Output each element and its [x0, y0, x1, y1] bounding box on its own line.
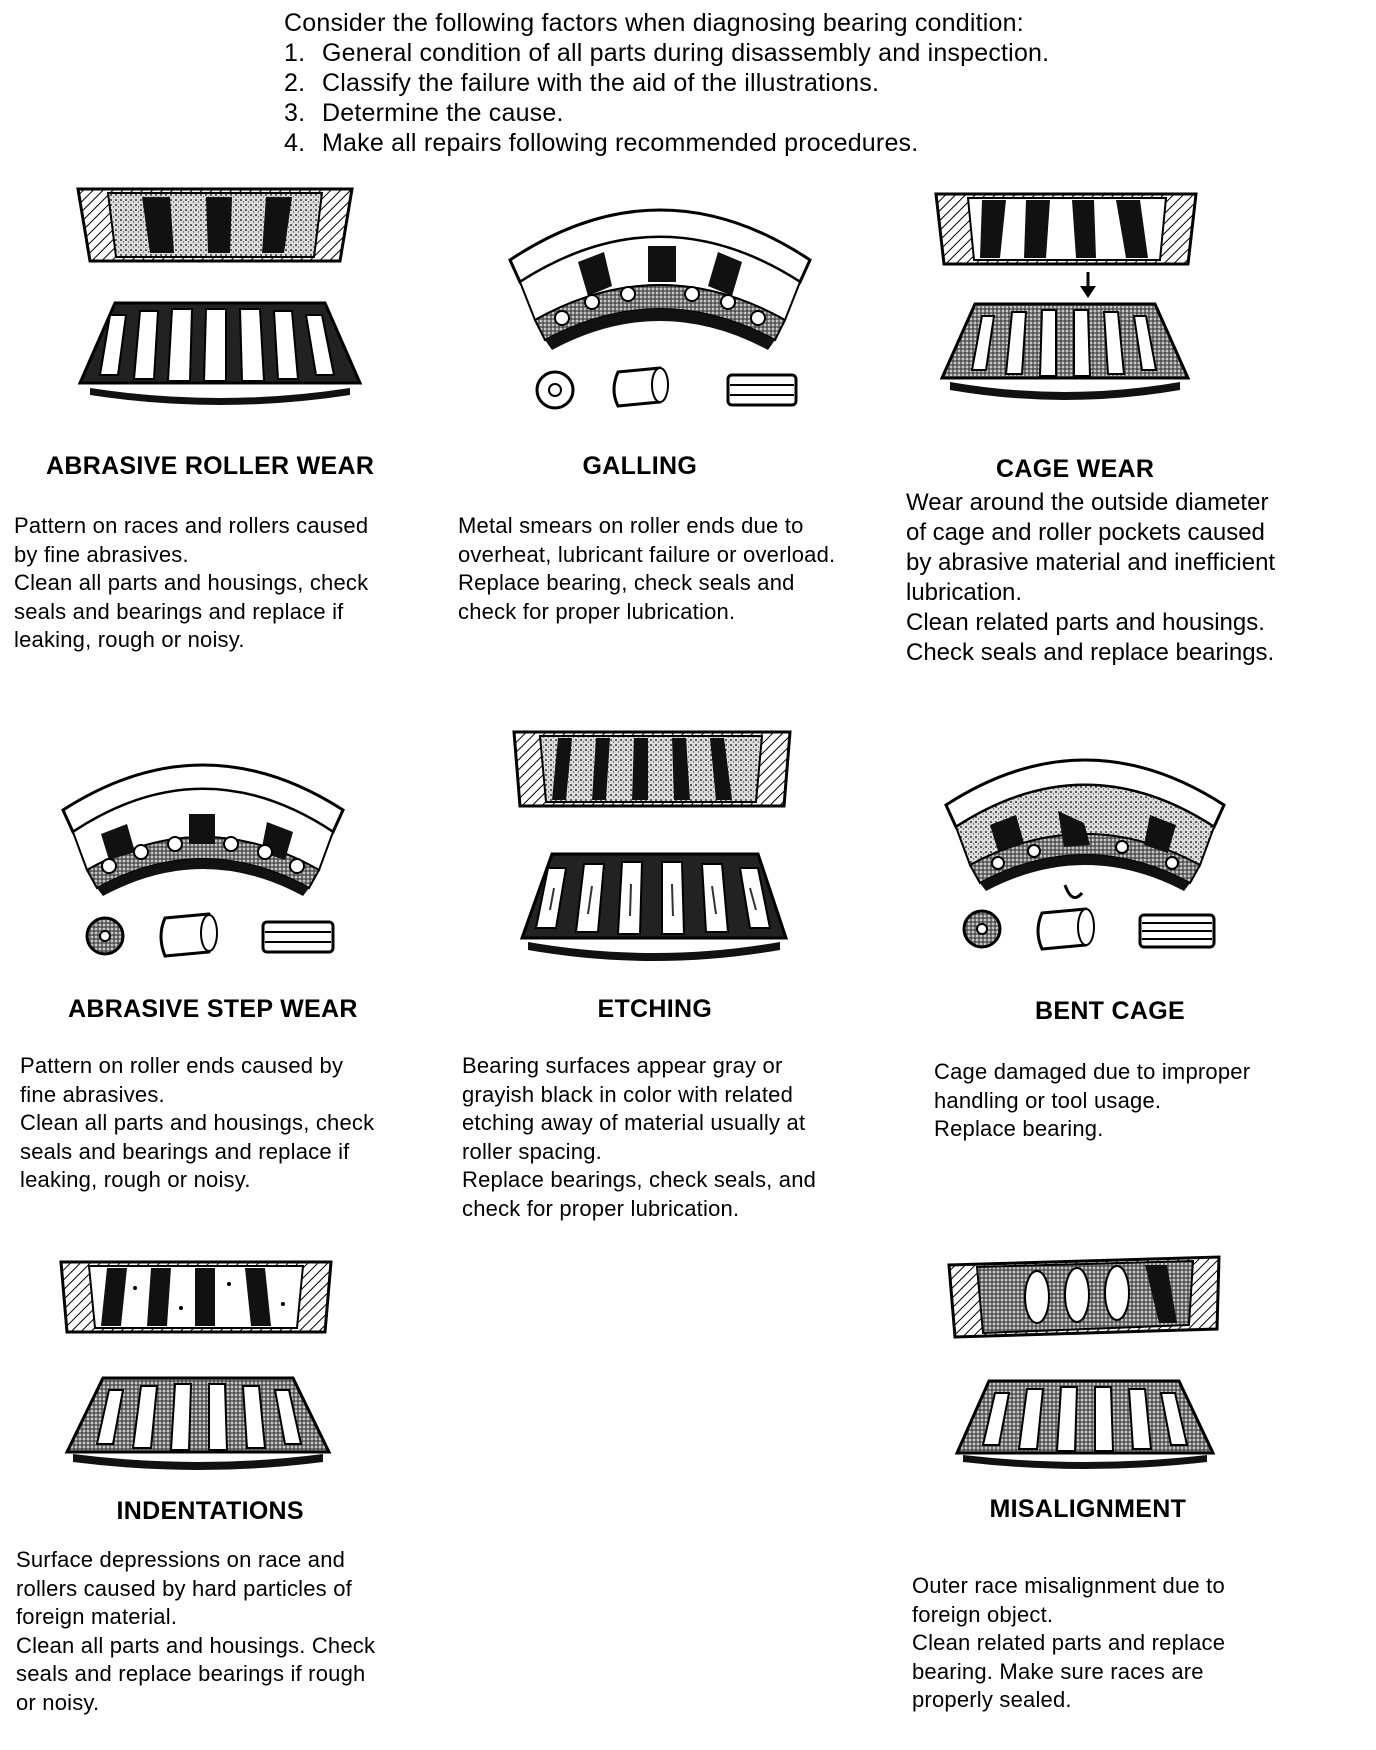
- abrasive-step-wear-illustration: [55, 760, 350, 960]
- condition-description: Surface depressions on race and rollers caused by hard particles of foreign material. Clean all parts and housings. Check seals and replace bearings if rough or noisy.: [16, 1547, 376, 1715]
- etching-illustration: [510, 728, 800, 968]
- outer-race-cup: [936, 194, 1196, 264]
- condition-description: Metal smears on roller ends due to overheat, lubricant failure or overload. Replace bearing, check seals and check for proper lubrication.: [458, 513, 836, 624]
- cage-arc-section: [946, 760, 1224, 898]
- cone-roller-assembly: [80, 303, 360, 405]
- condition-title: ABRASIVE ROLLER WEAR: [46, 452, 375, 480]
- condition-description: Wear around the outside diameter of cage and roller pockets caused by abrasive material and inefficient lubrication. Clean related parts and housings. Check seals and replace bearings.: [906, 489, 1276, 666]
- cone-roller-assembly: [957, 1381, 1213, 1469]
- condition-description: Bearing surfaces appear gray or grayish black in color with related etching away of material usually at roller spacing. Replace bearings, check seals, and check for proper lubrication.: [462, 1053, 817, 1221]
- intro-step: 4. Make all repairs following recommended procedures.: [284, 129, 919, 157]
- loose-rollers: [537, 368, 796, 408]
- intro-step: 3. Determine the cause.: [284, 99, 564, 127]
- condition-title: CAGE WEAR: [996, 455, 1155, 483]
- cage-arc-section: [510, 210, 810, 350]
- condition-title: BENT CAGE: [1035, 997, 1185, 1025]
- indentations-illustration: [55, 1258, 345, 1468]
- outer-race-cup: [78, 189, 352, 261]
- condition-title: INDENTATIONS: [116, 1497, 304, 1525]
- cone-roller-assembly: [67, 1378, 329, 1470]
- bent-cage-illustration: [940, 755, 1230, 960]
- condition-title: GALLING: [582, 452, 698, 480]
- outer-race-cup: [61, 1262, 331, 1332]
- cage-arc-section: [63, 765, 343, 896]
- condition-description: Cage damaged due to improper handling or tool usage. Replace bearing.: [934, 1059, 1251, 1141]
- intro-block: [284, 8, 1049, 158]
- galling-illustration: [500, 200, 820, 415]
- condition-description: Pattern on races and rollers caused by fine abrasives. Clean all parts and housings, check seals and bearings and replace if leaking, rough or noisy.: [14, 513, 369, 652]
- outer-race-cup: [514, 732, 790, 806]
- abrasive-roller-wear-illustration: [70, 183, 370, 413]
- cage-wear-illustration: [930, 190, 1200, 410]
- condition-description: Pattern on roller ends caused by fine abrasives. Clean all parts and housings, check seals and bearings and replace if leaking, rough or noisy.: [20, 1053, 375, 1192]
- loose-rollers: [964, 909, 1214, 949]
- cone-roller-assembly: [522, 854, 786, 961]
- wear-arrow: [1080, 272, 1096, 298]
- condition-title: ABRASIVE STEP WEAR: [68, 995, 358, 1023]
- cone-roller-assembly: [942, 304, 1188, 400]
- condition-title: MISALIGNMENT: [989, 1495, 1187, 1523]
- condition-description: Outer race misalignment due to foreign object. Clean related parts and replace bearing. Make sure races are properly sealed.: [912, 1573, 1226, 1712]
- misalignment-illustration: [945, 1255, 1230, 1465]
- outer-race-cup: [949, 1257, 1219, 1337]
- condition-title: ETCHING: [597, 995, 713, 1023]
- intro-heading: Consider the following factors when diagnosing bearing condition:: [284, 9, 1024, 37]
- loose-rollers: [87, 914, 333, 956]
- intro-step: 1. General condition of all parts during disassembly and inspection.: [284, 39, 1050, 67]
- intro-step: 2. Classify the failure with the aid of the illustrations.: [284, 69, 880, 97]
